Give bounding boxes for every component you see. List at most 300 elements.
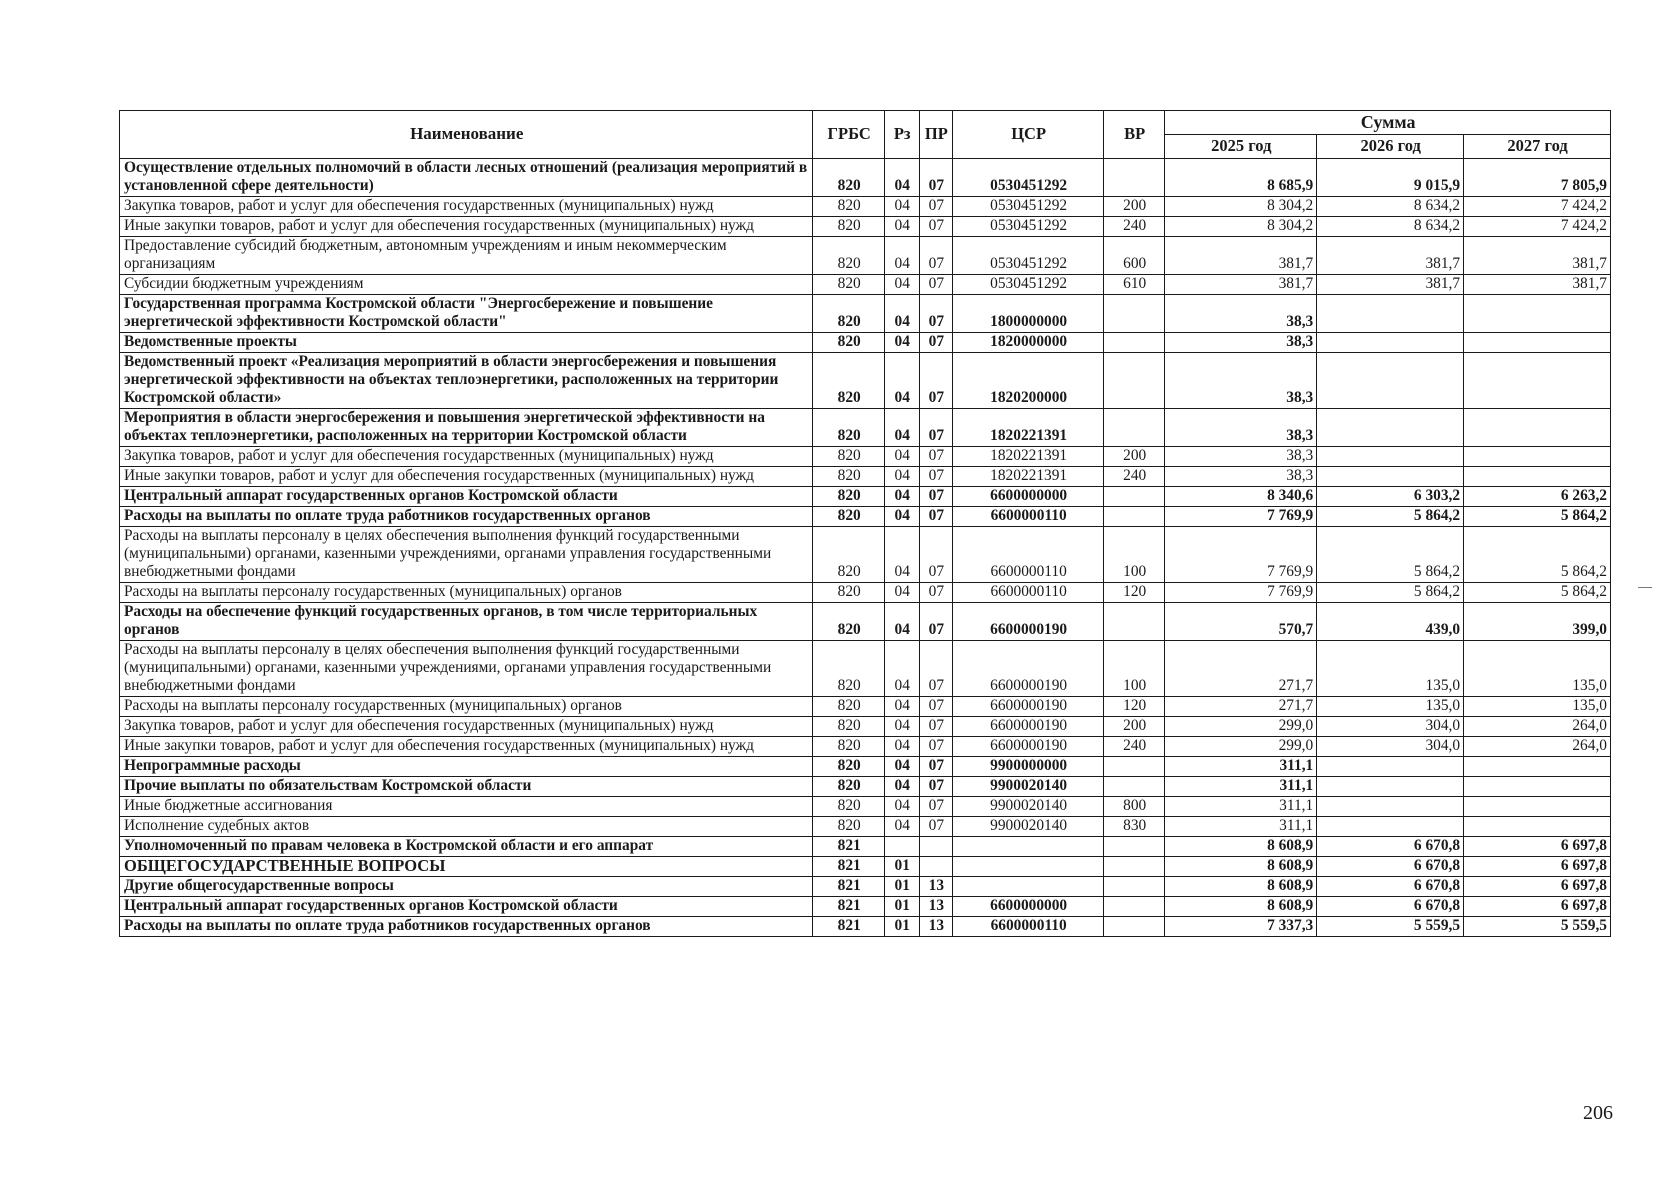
- row-csr: 0530451292: [953, 237, 1104, 275]
- row-amount-2025: 271,7: [1165, 641, 1317, 697]
- row-pr: 07: [919, 295, 953, 333]
- row-vr: [1104, 757, 1165, 777]
- row-amount-2025: 8 685,9: [1165, 159, 1317, 197]
- row-rz: 04: [884, 797, 919, 817]
- row-grbs: 820: [813, 717, 884, 737]
- row-rz: 04: [884, 527, 919, 583]
- row-pr: 07: [919, 409, 953, 447]
- row-pr: 13: [919, 897, 953, 917]
- table-row: [120, 527, 1611, 583]
- row-pr: 07: [919, 817, 953, 837]
- row-vr: 120: [1104, 583, 1165, 603]
- table-header: [120, 111, 1611, 159]
- header-pr: ПР: [919, 111, 953, 159]
- row-csr: [953, 857, 1104, 877]
- row-amount-2027: [1464, 797, 1611, 817]
- row-rz: 04: [884, 487, 919, 507]
- row-grbs: 820: [813, 237, 884, 275]
- row-pr: 07: [919, 507, 953, 527]
- table-row: [120, 237, 1611, 275]
- table-row: [120, 467, 1611, 487]
- row-rz: 04: [884, 197, 919, 217]
- row-csr: 6600000110: [953, 527, 1104, 583]
- row-csr: 1820000000: [953, 333, 1104, 353]
- row-grbs: 820: [813, 583, 884, 603]
- row-amount-2025: 299,0: [1165, 737, 1317, 757]
- row-grbs: 820: [813, 333, 884, 353]
- row-amount-2027: 5 864,2: [1464, 507, 1611, 527]
- row-grbs: 821: [813, 897, 884, 917]
- row-amount-2025: 38,3: [1165, 467, 1317, 487]
- row-amount-2026: 6 303,2: [1317, 487, 1464, 507]
- table-row: [120, 737, 1611, 757]
- row-amount-2026: 381,7: [1317, 275, 1464, 295]
- row-rz: 01: [884, 877, 919, 897]
- row-vr: 240: [1104, 217, 1165, 237]
- row-vr: [1104, 409, 1165, 447]
- row-amount-2027: [1464, 295, 1611, 333]
- row-amount-2026: 5 864,2: [1317, 527, 1464, 583]
- row-amount-2025: 8 608,9: [1165, 877, 1317, 897]
- table-row: [120, 333, 1611, 353]
- row-amount-2026: 5 559,5: [1317, 917, 1464, 937]
- row-amount-2026: [1317, 777, 1464, 797]
- row-amount-2025: 7 769,9: [1165, 527, 1317, 583]
- row-vr: [1104, 333, 1165, 353]
- row-amount-2026: 6 670,8: [1317, 877, 1464, 897]
- header-year-2025: 2025 год: [1165, 135, 1317, 159]
- row-vr: [1104, 837, 1165, 857]
- row-name: Мероприятия в области энергосбережения и повышения энергетической эффективности на объектах теплоэнергетики, расположенных на территории Костромской области: [120, 409, 813, 447]
- table-body: [120, 159, 1611, 937]
- row-grbs: 820: [813, 603, 884, 641]
- row-vr: 800: [1104, 797, 1165, 817]
- row-amount-2026: 135,0: [1317, 697, 1464, 717]
- row-grbs: 820: [813, 197, 884, 217]
- row-amount-2025: 271,7: [1165, 697, 1317, 717]
- row-csr: 0530451292: [953, 159, 1104, 197]
- row-csr: 1800000000: [953, 295, 1104, 333]
- margin-mark: [1638, 587, 1652, 588]
- row-amount-2027: 6 697,8: [1464, 837, 1611, 857]
- row-amount-2027: [1464, 467, 1611, 487]
- row-grbs: 821: [813, 917, 884, 937]
- row-name: Расходы на выплаты по оплате труда работников государственных органов: [120, 507, 813, 527]
- row-amount-2025: 8 608,9: [1165, 837, 1317, 857]
- row-pr: 07: [919, 527, 953, 583]
- row-name: Расходы на выплаты по оплате труда работников государственных органов: [120, 917, 813, 937]
- row-amount-2027: [1464, 447, 1611, 467]
- row-name: Расходы на выплаты персоналу государственных (муниципальных) органов: [120, 583, 813, 603]
- table-row: [120, 697, 1611, 717]
- row-csr: 0530451292: [953, 197, 1104, 217]
- row-vr: [1104, 777, 1165, 797]
- row-csr: 6600000190: [953, 603, 1104, 641]
- row-name: Закупка товаров, работ и услуг для обеспечения государственных (муниципальных) нужд: [120, 197, 813, 217]
- row-amount-2025: 311,1: [1165, 817, 1317, 837]
- row-vr: [1104, 295, 1165, 333]
- row-amount-2027: 135,0: [1464, 697, 1611, 717]
- row-pr: 07: [919, 333, 953, 353]
- row-grbs: 820: [813, 507, 884, 527]
- row-csr: 0530451292: [953, 275, 1104, 295]
- row-rz: 04: [884, 237, 919, 275]
- row-amount-2025: 38,3: [1165, 295, 1317, 333]
- row-csr: 1820221391: [953, 447, 1104, 467]
- row-name: Закупка товаров, работ и услуг для обеспечения государственных (муниципальных) нужд: [120, 717, 813, 737]
- table-row: [120, 197, 1611, 217]
- row-vr: 200: [1104, 447, 1165, 467]
- row-amount-2026: 9 015,9: [1317, 159, 1464, 197]
- row-name: Субсидии бюджетным учреждениям: [120, 275, 813, 295]
- row-amount-2027: 7 424,2: [1464, 197, 1611, 217]
- row-amount-2027: [1464, 333, 1611, 353]
- row-vr: 830: [1104, 817, 1165, 837]
- row-pr: 07: [919, 353, 953, 409]
- row-rz: [884, 837, 919, 857]
- row-grbs: 820: [813, 409, 884, 447]
- table-row: [120, 603, 1611, 641]
- row-rz: 04: [884, 159, 919, 197]
- row-amount-2027: 6 263,2: [1464, 487, 1611, 507]
- row-csr: 9900000000: [953, 757, 1104, 777]
- row-name: Иные бюджетные ассигнования: [120, 797, 813, 817]
- row-name: Ведомственный проект «Реализация мероприятий в области энергосбережения и повышения энергетической эффективности на объектах теплоэнергетики, расположенных на территории Костромской области»: [120, 353, 813, 409]
- table-row: [120, 857, 1611, 877]
- row-name: Расходы на выплаты персоналу государственных (муниципальных) органов: [120, 697, 813, 717]
- row-amount-2026: 6 670,8: [1317, 857, 1464, 877]
- row-pr: 07: [919, 217, 953, 237]
- row-amount-2026: [1317, 409, 1464, 447]
- row-csr: 9900020140: [953, 817, 1104, 837]
- row-amount-2027: 399,0: [1464, 603, 1611, 641]
- row-grbs: 820: [813, 777, 884, 797]
- row-vr: 610: [1104, 275, 1165, 295]
- row-pr: 07: [919, 487, 953, 507]
- row-vr: [1104, 507, 1165, 527]
- row-name: Центральный аппарат государственных органов Костромской области: [120, 487, 813, 507]
- table-row: [120, 757, 1611, 777]
- table-row: [120, 583, 1611, 603]
- row-amount-2025: 299,0: [1165, 717, 1317, 737]
- header-grbs: ГРБС: [813, 111, 884, 159]
- table-row: [120, 295, 1611, 333]
- row-rz: 04: [884, 777, 919, 797]
- table-row: [120, 487, 1611, 507]
- row-name: Расходы на обеспечение функций государственных органов, в том числе территориальных органов: [120, 603, 813, 641]
- row-name: Предоставление субсидий бюджетным, автономным учреждениям и иным некоммерческим организациям: [120, 237, 813, 275]
- table-row: [120, 777, 1611, 797]
- row-amount-2027: [1464, 409, 1611, 447]
- row-vr: [1104, 603, 1165, 641]
- row-vr: 120: [1104, 697, 1165, 717]
- row-grbs: 820: [813, 467, 884, 487]
- row-csr: 6600000110: [953, 583, 1104, 603]
- row-amount-2027: 264,0: [1464, 717, 1611, 737]
- row-grbs: 820: [813, 353, 884, 409]
- row-rz: 04: [884, 603, 919, 641]
- row-vr: [1104, 159, 1165, 197]
- row-vr: 200: [1104, 717, 1165, 737]
- row-rz: 04: [884, 353, 919, 409]
- row-grbs: 820: [813, 797, 884, 817]
- row-name: Иные закупки товаров, работ и услуг для обеспечения государственных (муниципальных) нужд: [120, 217, 813, 237]
- row-csr: 6600000190: [953, 717, 1104, 737]
- row-amount-2027: [1464, 757, 1611, 777]
- budget-table: [119, 110, 1611, 937]
- row-rz: 01: [884, 857, 919, 877]
- row-amount-2026: 6 670,8: [1317, 837, 1464, 857]
- row-rz: 04: [884, 333, 919, 353]
- row-name: Расходы на выплаты персоналу в целях обеспечения выполнения функций государственными (муниципальными) органами, казенными учреждениями, органами управления государственными внебюджетными фондами: [120, 641, 813, 697]
- row-rz: 01: [884, 897, 919, 917]
- row-grbs: 820: [813, 527, 884, 583]
- row-vr: 240: [1104, 737, 1165, 757]
- row-amount-2025: 38,3: [1165, 353, 1317, 409]
- row-name: Государственная программа Костромской области "Энергосбережение и повышение энергетической эффективности Костромской области": [120, 295, 813, 333]
- row-pr: 07: [919, 237, 953, 275]
- row-vr: 100: [1104, 641, 1165, 697]
- row-amount-2027: [1464, 817, 1611, 837]
- table-row: [120, 275, 1611, 295]
- row-amount-2026: 304,0: [1317, 737, 1464, 757]
- row-grbs: 820: [813, 817, 884, 837]
- row-amount-2025: 8 608,9: [1165, 897, 1317, 917]
- row-amount-2026: [1317, 467, 1464, 487]
- row-amount-2026: 6 670,8: [1317, 897, 1464, 917]
- row-amount-2025: 311,1: [1165, 777, 1317, 797]
- row-csr: 1820221391: [953, 467, 1104, 487]
- row-name: Другие общегосударственные вопросы: [120, 877, 813, 897]
- row-amount-2027: 7 805,9: [1464, 159, 1611, 197]
- row-grbs: 820: [813, 275, 884, 295]
- row-vr: [1104, 353, 1165, 409]
- table-row: [120, 897, 1611, 917]
- header-rz: Рз: [884, 111, 919, 159]
- page-number: 206: [1583, 1102, 1613, 1124]
- table-row: [120, 447, 1611, 467]
- table-row: [120, 159, 1611, 197]
- row-vr: [1104, 877, 1165, 897]
- row-amount-2025: 570,7: [1165, 603, 1317, 641]
- table-row: [120, 837, 1611, 857]
- row-pr: 07: [919, 797, 953, 817]
- row-amount-2025: 8 304,2: [1165, 217, 1317, 237]
- row-amount-2027: [1464, 777, 1611, 797]
- row-pr: 07: [919, 275, 953, 295]
- row-amount-2026: 304,0: [1317, 717, 1464, 737]
- row-grbs: 820: [813, 295, 884, 333]
- row-csr: 6600000190: [953, 697, 1104, 717]
- row-amount-2026: [1317, 295, 1464, 333]
- row-name: Непрограммные расходы: [120, 757, 813, 777]
- row-pr: 07: [919, 697, 953, 717]
- row-grbs: 820: [813, 757, 884, 777]
- row-grbs: 820: [813, 217, 884, 237]
- row-csr: 9900020140: [953, 797, 1104, 817]
- row-grbs: 820: [813, 641, 884, 697]
- row-name: Центральный аппарат государственных органов Костромской области: [120, 897, 813, 917]
- row-amount-2026: 8 634,2: [1317, 197, 1464, 217]
- row-rz: 04: [884, 757, 919, 777]
- header-year-2026: 2026 год: [1317, 135, 1464, 159]
- row-amount-2025: 7 769,9: [1165, 507, 1317, 527]
- row-pr: 07: [919, 717, 953, 737]
- table-row: [120, 877, 1611, 897]
- row-amount-2025: 7 337,3: [1165, 917, 1317, 937]
- row-rz: 04: [884, 275, 919, 295]
- row-amount-2025: 311,1: [1165, 797, 1317, 817]
- row-amount-2026: 5 864,2: [1317, 583, 1464, 603]
- row-amount-2026: [1317, 817, 1464, 837]
- row-vr: [1104, 487, 1165, 507]
- row-csr: 9900020140: [953, 777, 1104, 797]
- row-name: Иные закупки товаров, работ и услуг для обеспечения государственных (муниципальных) нужд: [120, 467, 813, 487]
- table-row: [120, 409, 1611, 447]
- row-rz: 04: [884, 583, 919, 603]
- row-rz: 04: [884, 295, 919, 333]
- row-amount-2026: [1317, 333, 1464, 353]
- row-amount-2027: 6 697,8: [1464, 857, 1611, 877]
- header-sum: Сумма: [1165, 111, 1611, 135]
- row-amount-2026: [1317, 353, 1464, 409]
- row-amount-2025: 311,1: [1165, 757, 1317, 777]
- row-pr: [919, 837, 953, 857]
- row-pr: 07: [919, 603, 953, 641]
- row-amount-2025: 381,7: [1165, 275, 1317, 295]
- row-name: Осуществление отдельных полномочий в области лесных отношений (реализация мероприятий в установленной сфере деятельности): [120, 159, 813, 197]
- row-csr: 1820200000: [953, 353, 1104, 409]
- row-name: Закупка товаров, работ и услуг для обеспечения государственных (муниципальных) нужд: [120, 447, 813, 467]
- row-rz: 04: [884, 217, 919, 237]
- row-amount-2027: 7 424,2: [1464, 217, 1611, 237]
- row-rz: 04: [884, 717, 919, 737]
- row-csr: 1820221391: [953, 409, 1104, 447]
- row-amount-2026: 135,0: [1317, 641, 1464, 697]
- row-vr: 200: [1104, 197, 1165, 217]
- row-grbs: 820: [813, 447, 884, 467]
- row-amount-2027: 5 864,2: [1464, 527, 1611, 583]
- row-pr: 07: [919, 583, 953, 603]
- row-rz: 01: [884, 917, 919, 937]
- row-name: Прочие выплаты по обязательствам Костромской области: [120, 777, 813, 797]
- row-csr: [953, 877, 1104, 897]
- row-amount-2027: 381,7: [1464, 237, 1611, 275]
- table-row: [120, 917, 1611, 937]
- header-name: Наименование: [120, 111, 813, 159]
- row-csr: 6600000000: [953, 897, 1104, 917]
- row-pr: 07: [919, 447, 953, 467]
- row-name: Ведомственные проекты: [120, 333, 813, 353]
- row-amount-2027: [1464, 353, 1611, 409]
- row-amount-2027: 135,0: [1464, 641, 1611, 697]
- row-amount-2025: 8 304,2: [1165, 197, 1317, 217]
- row-amount-2027: 5 559,5: [1464, 917, 1611, 937]
- row-pr: 07: [919, 197, 953, 217]
- row-amount-2027: 5 864,2: [1464, 583, 1611, 603]
- row-amount-2026: [1317, 797, 1464, 817]
- row-amount-2025: 38,3: [1165, 333, 1317, 353]
- row-grbs: 821: [813, 857, 884, 877]
- row-vr: 100: [1104, 527, 1165, 583]
- row-csr: 6600000190: [953, 641, 1104, 697]
- row-amount-2025: 381,7: [1165, 237, 1317, 275]
- row-name: ОБЩЕГОСУДАРСТВЕННЫЕ ВОПРОСЫ: [120, 857, 813, 877]
- row-amount-2026: 439,0: [1317, 603, 1464, 641]
- table-row: [120, 217, 1611, 237]
- row-amount-2026: 381,7: [1317, 237, 1464, 275]
- row-amount-2026: [1317, 757, 1464, 777]
- row-amount-2026: 8 634,2: [1317, 217, 1464, 237]
- header-csr: ЦСР: [953, 111, 1104, 159]
- row-csr: 6600000000: [953, 487, 1104, 507]
- row-csr: [953, 837, 1104, 857]
- budget-document: [119, 110, 1611, 937]
- row-pr: 07: [919, 777, 953, 797]
- row-amount-2025: 7 769,9: [1165, 583, 1317, 603]
- row-amount-2026: 5 864,2: [1317, 507, 1464, 527]
- row-amount-2027: 264,0: [1464, 737, 1611, 757]
- row-grbs: 820: [813, 737, 884, 757]
- row-pr: 07: [919, 641, 953, 697]
- row-rz: 04: [884, 737, 919, 757]
- table-row: [120, 797, 1611, 817]
- row-pr: 13: [919, 917, 953, 937]
- row-name: Исполнение судебных актов: [120, 817, 813, 837]
- table-row: [120, 507, 1611, 527]
- row-grbs: 820: [813, 697, 884, 717]
- header-vr: ВР: [1104, 111, 1165, 159]
- row-pr: [919, 857, 953, 877]
- row-grbs: 821: [813, 837, 884, 857]
- row-vr: [1104, 897, 1165, 917]
- row-grbs: 820: [813, 487, 884, 507]
- row-pr: 07: [919, 757, 953, 777]
- row-csr: 6600000110: [953, 507, 1104, 527]
- row-pr: 07: [919, 159, 953, 197]
- row-name: Расходы на выплаты персоналу в целях обеспечения выполнения функций государственными (муниципальными) органами, казенными учреждениями, органами управления государственными внебюджетными фондами: [120, 527, 813, 583]
- row-csr: 6600000190: [953, 737, 1104, 757]
- row-amount-2027: 381,7: [1464, 275, 1611, 295]
- row-pr: 07: [919, 737, 953, 757]
- row-vr: 600: [1104, 237, 1165, 275]
- row-rz: 04: [884, 507, 919, 527]
- header-year-2027: 2027 год: [1464, 135, 1611, 159]
- table-row: [120, 717, 1611, 737]
- row-amount-2026: [1317, 447, 1464, 467]
- row-csr: 6600000110: [953, 917, 1104, 937]
- row-amount-2025: 38,3: [1165, 409, 1317, 447]
- row-rz: 04: [884, 447, 919, 467]
- row-amount-2025: 8 340,6: [1165, 487, 1317, 507]
- row-pr: 13: [919, 877, 953, 897]
- row-amount-2027: 6 697,8: [1464, 877, 1611, 897]
- row-name: Уполномоченный по правам человека в Костромской области и его аппарат: [120, 837, 813, 857]
- row-vr: [1104, 917, 1165, 937]
- row-rz: 04: [884, 641, 919, 697]
- row-csr: 0530451292: [953, 217, 1104, 237]
- table-row: [120, 641, 1611, 697]
- row-amount-2027: 6 697,8: [1464, 897, 1611, 917]
- row-pr: 07: [919, 467, 953, 487]
- table-row: [120, 353, 1611, 409]
- row-rz: 04: [884, 409, 919, 447]
- row-vr: 240: [1104, 467, 1165, 487]
- row-rz: 04: [884, 697, 919, 717]
- row-rz: 04: [884, 817, 919, 837]
- table-row: [120, 817, 1611, 837]
- row-amount-2025: 8 608,9: [1165, 857, 1317, 877]
